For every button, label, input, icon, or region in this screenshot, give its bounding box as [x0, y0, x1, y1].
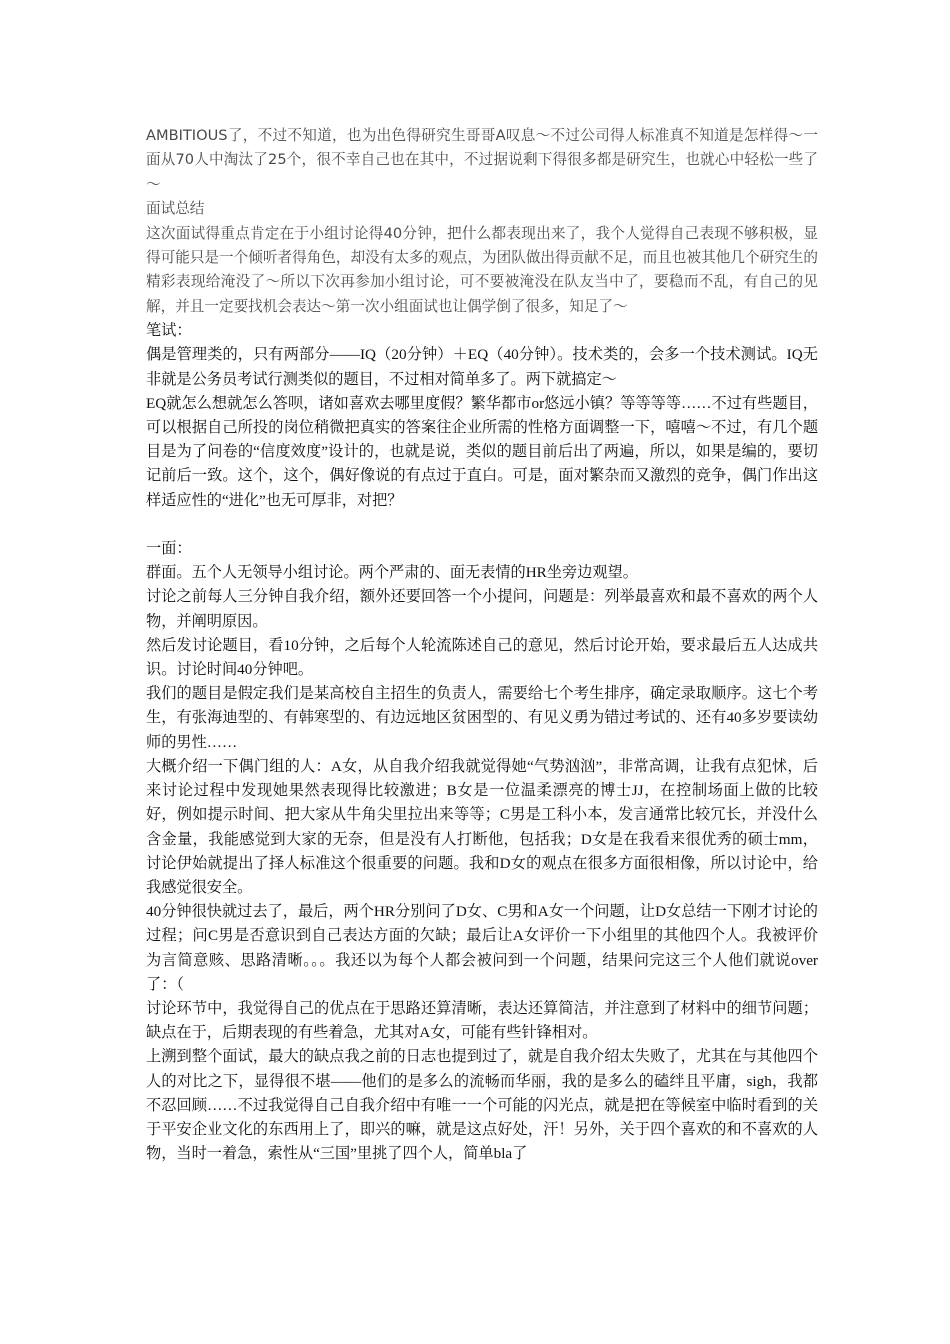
section-heading-written-test: 笔试： [146, 322, 192, 340]
discussion-review-paragraph: 讨论环节中，我觉得自己的优点在于思路还算清晰，表达还算简洁，并注意到了材料中的细节问题；缺点在于，后期表现的有些着急，尤其对A女，可能有些针锋相对。 [146, 999, 818, 1042]
eq-paragraph: EQ就怎么想就怎么答呗，诸如喜欢去哪里度假？繁华都市or悠远小镇？等等等等……不过有些题目，可以根据自己所投的岗位稍微把真实的答案往企业所需的性格方面调整一下，嘻嘻～不过，有几个题目是为了问卷的“信度效度”设计的，也就是说，类似的题目前后出了两遍，所以，如果是编的，要切记前后一致。这个，这个，偶好像说的有点过于直白。可是，面对繁杂而又激烈的竞争，偶门作出这样适应性的“进化”也无可厚非，对把？ [146, 394, 818, 509]
document-page [146, 124, 818, 1166]
overall-review-paragraph: 上溯到整个面试，最大的缺点我之前的日志也提到过了，就是自我介绍太失败了，尤其在与其他四个人的对比之下，显得很不堪——他们的是多么的流畅而华丽，我的是多么的磕绊且平庸，sigh，我都不忍回顾……不过我觉得自己自我介绍中有唯一一个可能的闪光点，就是把在等候室中临时看到的关于平安企业文化的东西用上了，即兴的嘛，就是这点好处，汗！另外，关于四个喜欢的和不喜欢的人物，当时一着急，索性从“三国”里挑了四个人，简单bla了 [146, 1048, 818, 1163]
group-members-paragraph: 大概介绍一下偶门组的人：A女，从自我介绍我就觉得她“气势汹汹”，非常高调，让我有点犯怵，后来讨论过程中发现她果然表现得比较激进；B女是一位温柔漂亮的博士JJ，在控制场面上做的比较好，例如提示时间、把大家从牛角尖里拉出来等等；C男是工科小本，发言通常比较冗长，并没什么含金量，我能感觉到大家的无奈，但是没有人打断他，包括我；D女是在我看来很优秀的硕士mm，讨论伊始就提出了择人标准这个很重要的问题。我和D女的观点在很多方面很相像，所以讨论中，给我感觉很安全。 [146, 757, 818, 896]
group-interview-paragraph: 群面。五个人无领导小组讨论。两个严肃的、面无表情的HR坐旁边观望。 [146, 564, 638, 582]
written-test-paragraph: 偶是管理类的，只有两部分——IQ（20分钟）＋EQ（40分钟）。技术类的，会多一个技术测试。IQ无非就是公务员考试行测类似的题目，不过相对简单多了。两下就搞定～ [146, 346, 818, 388]
topic-detail-paragraph: 我们的题目是假定我们是某高校自主招生的负责人，需要给七个考生排序，确定录取顺序。这七个考生，有张海迪型的、有韩寒型的、有边远地区贫困型的、有见义勇为错过考试的、还有40多岁要读幼师的男性…… [146, 685, 818, 751]
hr-questions-paragraph: 40分钟很快就过去了，最后，两个HR分别问了D女、C男和A女一个问题，让D女总结一下刚才讨论的过程；问C男是否意识到自己表达方面的欠缺；最后让A女评价一下小组里的其他四个人。我被评价为言简意赅、思路清晰。。。我还以为每个人都会被问到一个问题，结果问完这三个人他们就说over了：（ [146, 903, 818, 993]
section-heading-summary: 面试总结 [146, 200, 205, 218]
discussion-topic-paragraph: 然后发讨论题目，看10分钟，之后每个人轮流陈述自己的意见，然后讨论开始，要求最后五人达成共识。讨论时间40分钟吧。 [146, 636, 818, 679]
intro-paragraph: AMBITIOUS了，不过不知道，也为出色得研究生哥哥A叹息～不过公司得人标准真不知道是怎样得～一面从70人中淘汰了25个，很不幸自己也在其中，不过据说剩下得很多都是研究生，也就心中轻松一些了～ [146, 127, 818, 193]
blank-line [146, 513, 818, 537]
section-heading-first-interview: 一面： [146, 540, 192, 558]
self-intro-paragraph: 讨论之前每人三分钟自我介绍，额外还要回答一个小提问，问题是：列举最喜欢和最不喜欢的两个人物，并阐明原因。 [146, 588, 818, 630]
summary-paragraph: 这次面试得重点肯定在于小组讨论得40分钟，把什么都表现出来了，我个人觉得自己表现不够积极，显得可能只是一个倾听者得角色，却没有太多的观点，为团队做出得贡献不足，而且也被其他几个研究生的精彩表现给淹没了～所以下次再参加小组讨论，可不要被淹没在队友当中了，要稳而不乱，有自己的见解，并且一定要找机会表达～第一次小组面试也让偶学倒了很多，知足了～ [146, 224, 818, 315]
